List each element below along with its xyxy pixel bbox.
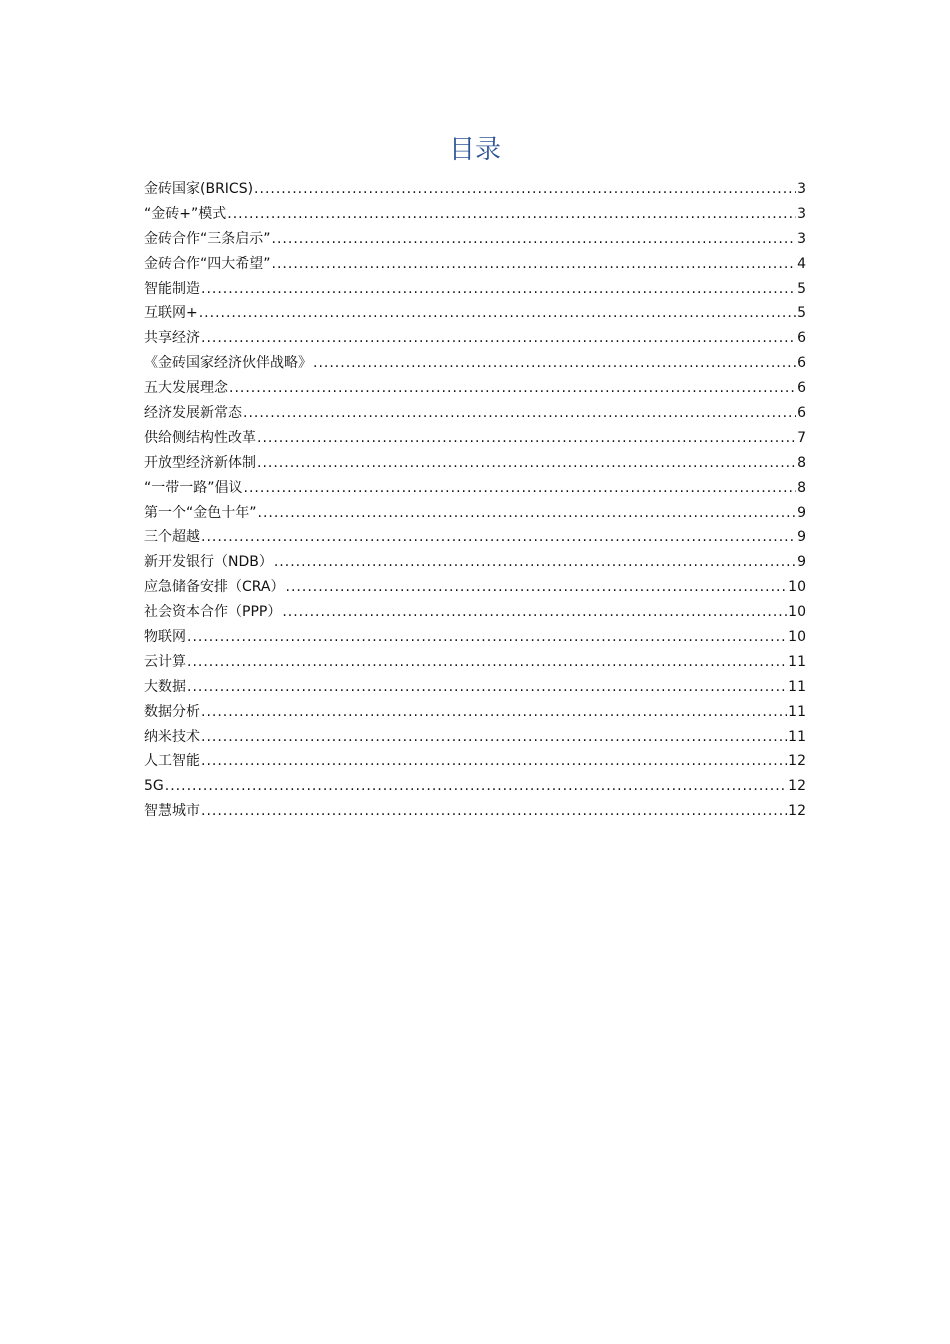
toc-entry-label[interactable]: 开放型经济新体制 <box>144 454 256 471</box>
toc-entry-page-number[interactable]: 6 <box>797 380 806 397</box>
toc-entry[interactable] <box>144 501 806 526</box>
toc-entry-page-number[interactable]: 11 <box>788 703 806 720</box>
toc-entry-label[interactable]: 供给侧结构性改革 <box>144 429 256 446</box>
toc-dot-leader <box>165 774 787 799</box>
toc-dot-leader <box>258 501 797 526</box>
toc-dot-leader <box>244 476 797 501</box>
toc-dot-leader <box>187 675 787 700</box>
toc-entry[interactable] <box>144 625 806 650</box>
toc-dot-leader <box>201 525 796 550</box>
toc-entry[interactable] <box>144 301 806 326</box>
toc-entry[interactable] <box>144 725 806 750</box>
toc-entry-page-number[interactable]: 5 <box>797 305 806 322</box>
toc-entry[interactable] <box>144 525 806 550</box>
toc-dot-leader <box>274 550 796 575</box>
toc-entry[interactable] <box>144 351 806 376</box>
toc-dot-leader <box>257 426 796 451</box>
toc-entry-label[interactable]: 智能制造 <box>144 280 200 297</box>
toc-entry-label[interactable]: 《金砖国家经济伙伴战略》 <box>144 355 312 372</box>
toc-entry-page-number[interactable]: 7 <box>797 429 806 446</box>
toc-entry-label[interactable]: 智慧城市 <box>144 803 200 820</box>
toc-dot-leader <box>187 625 787 650</box>
toc-entry-label[interactable]: 金砖合作“四大希望” <box>144 255 271 272</box>
toc-entry-page-number[interactable]: 8 <box>797 454 806 471</box>
toc-entry-page-number[interactable]: 11 <box>788 678 806 695</box>
toc-entry[interactable] <box>144 749 806 774</box>
toc-entry[interactable] <box>144 227 806 252</box>
toc-entry[interactable] <box>144 277 806 302</box>
toc-entry-page-number[interactable]: 3 <box>797 205 806 222</box>
toc-dot-leader <box>201 326 796 351</box>
toc-entry-label[interactable]: 五大发展理念 <box>144 380 228 397</box>
toc-entry-label[interactable]: 物联网 <box>144 629 186 646</box>
toc-entry-page-number[interactable]: 10 <box>788 604 806 621</box>
toc-entry[interactable] <box>144 799 806 824</box>
toc-entry-page-number[interactable]: 6 <box>797 355 806 372</box>
toc-entry[interactable] <box>144 426 806 451</box>
toc-entry-page-number[interactable]: 4 <box>797 255 806 272</box>
toc-dot-leader <box>201 749 787 774</box>
toc-entry-page-number[interactable]: 9 <box>797 554 806 571</box>
toc-entry-page-number[interactable]: 3 <box>797 230 806 247</box>
toc-entry-label[interactable]: 金砖合作“三条启示” <box>144 230 271 247</box>
toc-dot-leader <box>227 202 796 227</box>
toc-entry-page-number[interactable]: 10 <box>788 579 806 596</box>
toc-dot-leader <box>201 799 787 824</box>
toc-entry[interactable] <box>144 202 806 227</box>
toc-entry-label[interactable]: 数据分析 <box>144 703 200 720</box>
toc-entry-page-number[interactable]: 11 <box>788 653 806 670</box>
toc-entry-label[interactable]: 社会资本合作（PPP） <box>144 604 282 621</box>
toc-entry-label[interactable]: “金砖+”模式 <box>144 205 227 222</box>
toc-entry-label[interactable]: 大数据 <box>144 678 186 695</box>
toc-entry[interactable] <box>144 451 806 476</box>
toc-entry-label[interactable]: 互联网+ <box>144 305 198 322</box>
toc-dot-leader <box>257 451 796 476</box>
toc-dot-leader <box>201 725 787 750</box>
toc-dot-leader <box>187 650 787 675</box>
toc-entry-label[interactable]: 共享经济 <box>144 330 200 347</box>
toc-entry[interactable] <box>144 600 806 625</box>
toc-entry[interactable] <box>144 326 806 351</box>
toc-entry-page-number[interactable]: 10 <box>788 629 806 646</box>
toc-entry[interactable] <box>144 700 806 725</box>
toc-entry-label[interactable]: 金砖国家(BRICS) <box>144 181 254 197</box>
toc-dot-leader <box>272 227 797 252</box>
toc-entry-label[interactable]: 5G <box>144 778 164 795</box>
toc-entry-page-number[interactable]: 9 <box>797 504 806 521</box>
toc-entry[interactable] <box>144 177 806 202</box>
toc-dot-leader <box>199 301 796 326</box>
toc-entry[interactable] <box>144 774 806 799</box>
toc-entry-page-number[interactable]: 8 <box>797 479 806 496</box>
toc-entry[interactable] <box>144 575 806 600</box>
toc-entry-page-number[interactable]: 11 <box>788 728 806 745</box>
toc-entry[interactable] <box>144 476 806 501</box>
toc-entry-page-number[interactable]: 12 <box>788 778 806 795</box>
toc-entry-label[interactable]: 第一个“金色十年” <box>144 504 257 521</box>
toc-entry-page-number[interactable]: 12 <box>788 803 806 820</box>
toc-entry-label[interactable]: “一带一路”倡议 <box>144 479 243 496</box>
toc-entry-label[interactable]: 经济发展新常态 <box>144 405 242 422</box>
toc-dot-leader <box>243 401 796 426</box>
toc-entry-page-number[interactable]: 9 <box>797 529 806 546</box>
toc-dot-leader <box>201 277 796 302</box>
toc-dot-leader <box>254 177 796 202</box>
toc-entry[interactable] <box>144 401 806 426</box>
toc-entry-label[interactable]: 新开发银行（NDB） <box>144 554 273 571</box>
toc-list <box>144 177 806 824</box>
toc-entry-page-number[interactable]: 12 <box>788 753 806 770</box>
toc-dot-leader <box>201 700 787 725</box>
toc-entry-page-number[interactable]: 6 <box>797 330 806 347</box>
toc-dot-leader <box>282 600 787 625</box>
toc-entry-label[interactable]: 三个超越 <box>144 529 200 546</box>
toc-entry-page-number[interactable]: 6 <box>797 405 806 422</box>
toc-entry-label[interactable]: 人工智能 <box>144 753 200 770</box>
toc-entry-label[interactable]: 云计算 <box>144 653 186 670</box>
toc-entry[interactable] <box>144 376 806 401</box>
toc-entry[interactable] <box>144 252 806 277</box>
toc-dot-leader <box>229 376 796 401</box>
toc-dot-leader <box>286 575 788 600</box>
toc-dot-leader <box>272 252 797 277</box>
toc-title: 目录 <box>448 135 501 165</box>
toc-entry-label[interactable]: 应急储备安排（CRA） <box>144 579 285 596</box>
toc-entry[interactable] <box>144 650 806 675</box>
toc-entry[interactable] <box>144 675 806 700</box>
toc-entry-page-number[interactable]: 3 <box>797 181 806 197</box>
toc-entry-page-number[interactable]: 5 <box>797 280 806 297</box>
toc-entry-label[interactable]: 纳米技术 <box>144 728 200 745</box>
toc-dot-leader <box>313 351 796 376</box>
toc-entry[interactable] <box>144 550 806 575</box>
